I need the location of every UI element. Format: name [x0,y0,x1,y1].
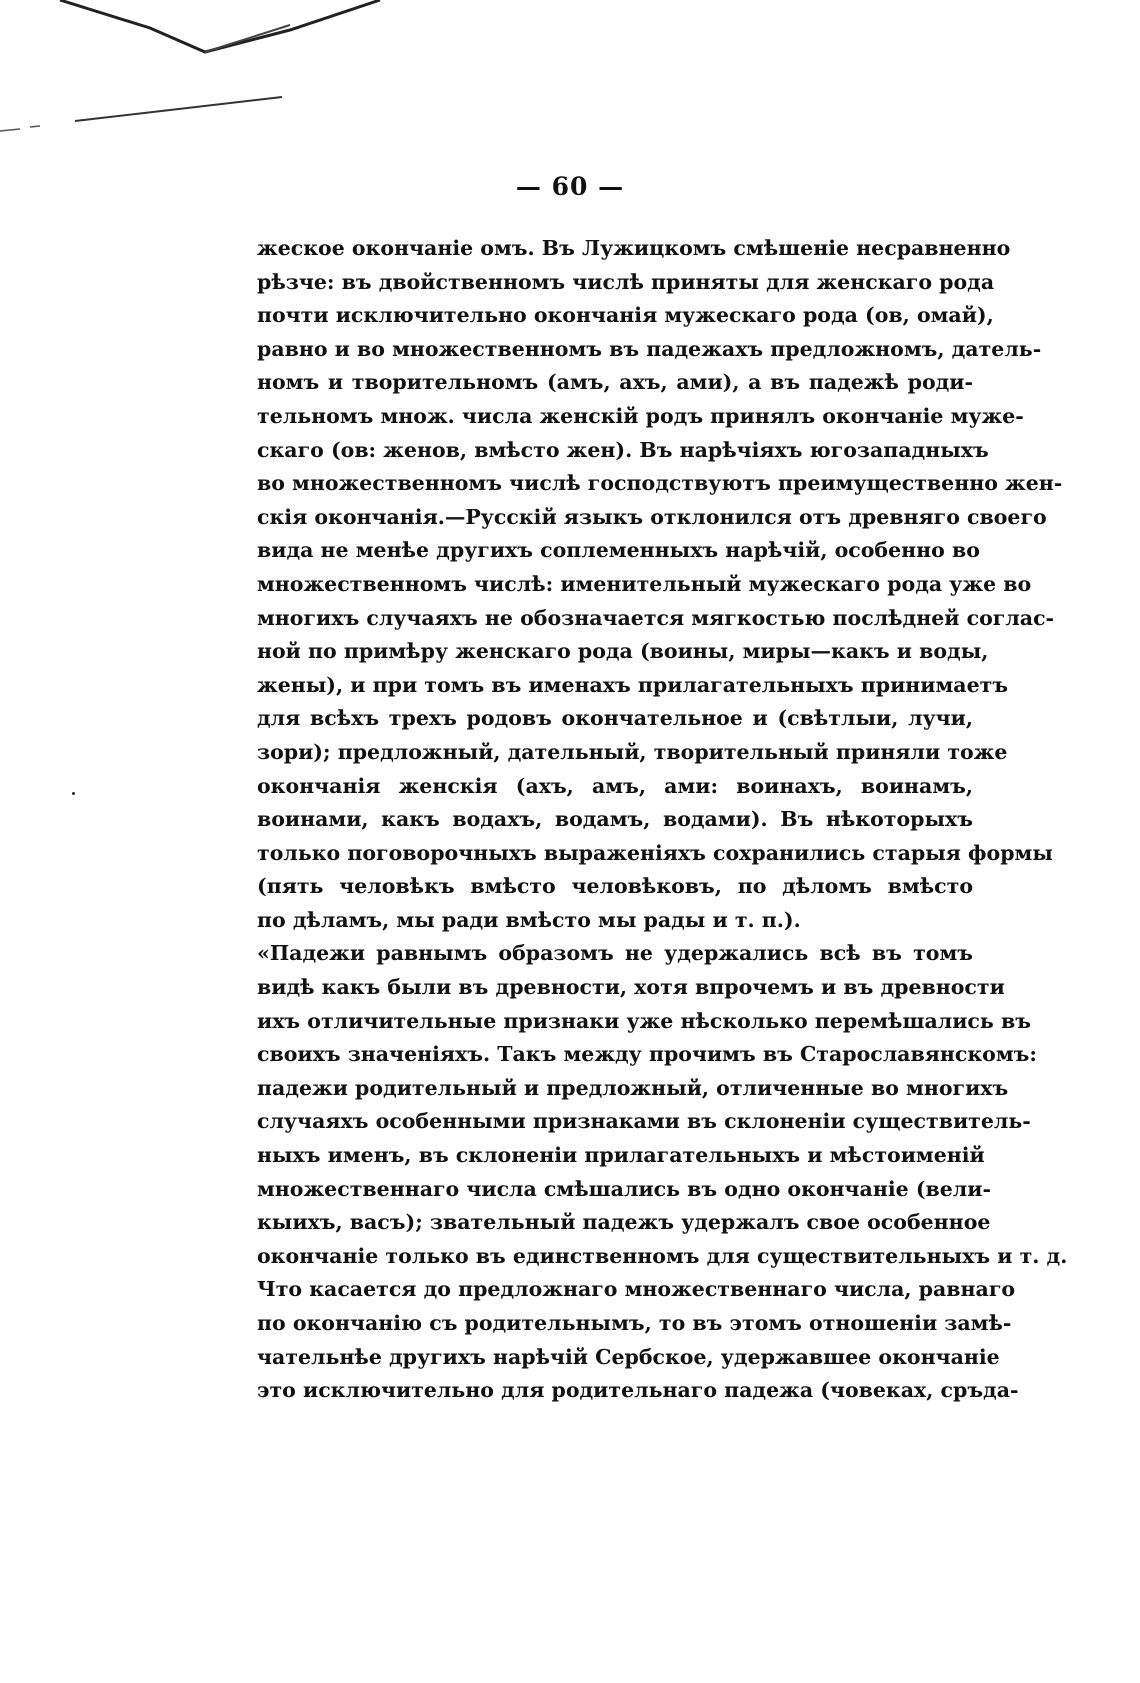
text-line: видѣ какъ были въ древности, хотя впрочемъ и въ древности [257,975,1005,1000]
text-line: по окончанію съ родительнымъ, то въ этомъ отношеніи замѣ- [257,1311,1012,1335]
text-line: множественномъ числѣ: именительный мужескаго рода уже во [257,571,1032,596]
text-line: для всѣхъ трехъ родовъ окончательное и (свѣтлыи, лучи, [257,706,973,731]
text-line: скія окончанія.—Русскій языкъ отклонился отъ древняго своего [257,504,1047,529]
text-line: многихъ случаяхъ не обозначается мягкостью послѣдней соглас- [257,605,1055,630]
text-line: случаяхъ особенными признаками въ склоненіи существитель- [257,1109,1031,1134]
page-number: — 60 — [515,172,625,201]
text-line: Что касается до предложнаго множественнаго числа, равнаго [257,1277,1016,1302]
text-line: жеское окончаніе омъ. Въ Лужицкомъ смѣшеніе несравненно [257,236,1011,260]
text-line: равно и во множественномъ въ падежахъ предложномъ, датель- [257,336,1042,361]
text-line: номъ и творительномъ (амъ, ахъ, ами), а въ падежѣ роди- [257,370,973,395]
text-line: падежи родительный и предложный, отличенные во многихъ [257,1075,1009,1100]
text-line: ихъ отличительные признаки уже нѣсколько перемѣшались въ [257,1008,1031,1033]
scan-artifact-lines [0,0,1140,160]
text-line: ныхъ именъ, въ склоненіи прилагательныхъ и мѣстоименій [257,1143,985,1168]
text-line: «Падежи равнымъ образомъ не удержались всѣ въ томъ [257,941,973,966]
text-line: зори); предложный, дательный, творительный приняли тоже [257,739,1008,764]
text-line: воинами, какъ водахъ, водамъ, водами). Въ нѣкоторыхъ [257,807,973,832]
text-line: ной по примѣру женскаго рода (воины, миры—какъ и воды, [257,639,989,664]
text-line: жены), и при томъ въ именахъ прилагательныхъ принимаетъ [257,672,1009,697]
text-line: только поговорочныхъ выраженіяхъ сохранились старыя формы [257,840,1053,865]
text-line: кыихъ, васъ); звательный падежъ удержалъ свое особенное [257,1210,991,1235]
text-line: своихъ значеніяхъ. Такъ между прочимъ въ Старославянскомъ: [257,1042,1037,1067]
text-line: рѣзче: въ двойственномъ числѣ приняты для женскаго рода [257,269,995,294]
text-line: вида не менѣе другихъ соплеменныхъ нарѣчій, особенно во [257,538,980,563]
body-text [257,232,1068,1408]
text-line: почти исключительно окончанія мужескаго рода (ов, омай), [257,303,994,328]
text-line: чательнѣе другихъ нарѣчій Сербское, удержавшее окончаніе [257,1344,1000,1369]
text-line: это исключительно для родительнаго падежа (човеках, сръда- [257,1378,1019,1403]
text-line: по дѣламъ, мы ради вмѣсто мы рады и т. п.). [257,907,801,932]
text-line: окончанія женскія (ахъ, амъ, ами: воинахъ, воинамъ, [257,773,973,798]
scan-speck [72,792,75,795]
text-line: скаго (ов: женов, вмѣсто жен). Въ нарѣчіяхъ югозападныхъ [257,437,989,462]
text-line: множественнаго числа смѣшались въ одно окончаніе (вели- [257,1176,991,1201]
text-line: во множественномъ числѣ господствуютъ преимущественно жен- [257,471,1063,496]
text-line: окончаніе только въ единственномъ для существительныхъ и т. д. [257,1243,1068,1268]
text-line: тельномъ множ. числа женскій родъ принялъ окончаніе муже- [257,403,1024,428]
text-line: (пять человѣкъ вмѣсто человѣковъ, по дѣломъ вмѣсто [257,874,973,899]
